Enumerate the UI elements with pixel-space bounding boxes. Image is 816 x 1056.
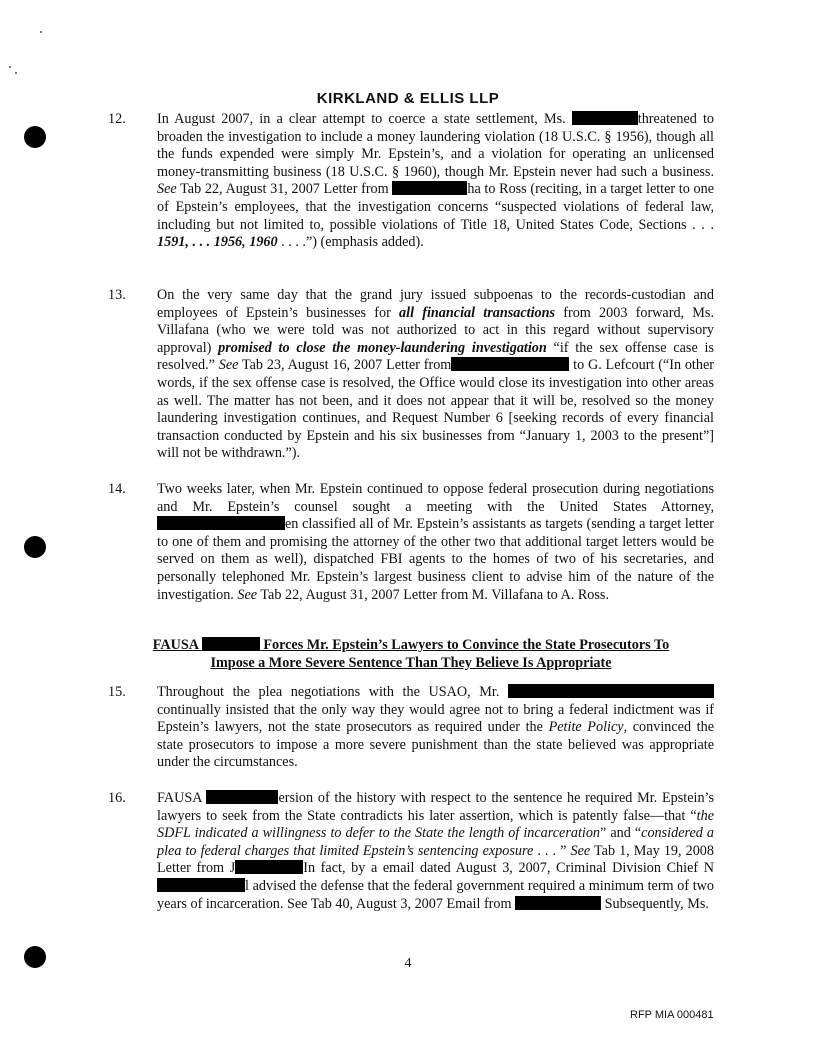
text-run: See [237, 586, 258, 603]
text-run: promised to close the money-laundering investigation [218, 339, 547, 356]
paragraph-body [157, 481, 714, 604]
text-run: all financial transactions [399, 304, 556, 321]
text-run: Petite Policy [548, 719, 624, 736]
paragraph-body [157, 287, 714, 463]
text-run: On the very same day that the grand jury issued subpoenas to the records-custodian and employees of Epstein’s businesses for [157, 287, 714, 321]
paragraph-16 [108, 790, 714, 913]
page-number: 4 [404, 956, 412, 971]
redaction-block [157, 878, 245, 892]
text-run: the SDFL indicated a willingness to defer to the State the length of incarceration [157, 807, 714, 842]
text-run: threatened to broaden the investigation to include a money laundering violation (18 U.S.C. § 1956), though all the funds expended were simply Mr. Epstein’s, and a violation for operating an unlicensed money-transmitting business (18 U.S.C. § 1960), though Mr. Epstein never had such a business. [157, 111, 714, 180]
redaction-block [157, 516, 285, 530]
text-run: Tab 22, August 31, 2007 Letter from [176, 181, 393, 198]
section-heading-line-1: FAUSA Forces Mr. Epstein’s Lawyers to Convince the State Prosecutors To [152, 637, 670, 653]
text-run: ha to Ross (reciting, in a target letter to one of Epstein’s employees, that the investigation concerns “suspected violations of federal law, including but not limited to, possible violations of Title 18, United States Code, Sections . . . [157, 181, 714, 233]
text-run: 1591, . . . 1956, 1960 [157, 234, 278, 251]
text-run: Two weeks later, when Mr. Epstein continued to oppose federal prosecution during negotiations and Mr. Epstein’s counsel sought a meeting with the United States Attorney, [157, 481, 714, 515]
text-run: considered a plea to federal charges that limited Epstein’s sentencing exposure [157, 825, 714, 859]
text-run: . . . .”) (emphasis added). [277, 234, 424, 251]
scan-speck [40, 31, 42, 33]
paragraph-number: 15. [108, 684, 126, 700]
text-run: “if the sex offense case is resolved.” [157, 339, 714, 374]
redaction-block [235, 860, 303, 874]
paragraph-number: 14. [108, 481, 126, 497]
paragraph-body [157, 790, 714, 913]
text-run: Tab 1, May 19, 2008 Letter from J [157, 842, 714, 877]
paragraph-13 [108, 287, 714, 463]
text-run: Tab 23, August 16, 2007 Letter from [238, 357, 452, 374]
text-run: continually insisted that the only way they would agree not to bring a federal indictment was if Epstein’s lawyers, not the state prosecutors as required under the [157, 701, 714, 736]
text-run: Subsequently, Ms. [601, 895, 709, 912]
scan-speck [9, 66, 11, 68]
paragraph-body [157, 684, 714, 772]
section-heading [108, 637, 714, 672]
text-run: Tab 22, August 31, 2007 Letter from M. Villafana to A. Ross. [257, 586, 609, 603]
redaction-block [572, 111, 638, 125]
text-run: See [157, 181, 177, 198]
paragraph-number: 16. [108, 790, 126, 806]
redaction-block [451, 357, 569, 371]
text-run: See [218, 357, 239, 374]
text-run: . . . ” [533, 842, 571, 859]
text-run: FAUSA [157, 790, 207, 806]
text-run: to G. Lefcourt (“In other words, if the sex offense case is resolved, the Office would close its investigation into other areas as well. The matter has not been, and it does not appear that it will be, resolved so the money laundering investigation continues, and Request Number 6 [seeking records of every financial transaction conducted by Epstein and his six businesses from “January 1, 2003 to the present”] will not be withdrawn.”). [157, 357, 714, 462]
text-run: ersion of the history with respect to the sentence he required Mr. Epstein’s lawyers to seek from the State contradicts his later assertion, which is patently false—that “ [157, 790, 714, 824]
redaction-block [508, 684, 714, 698]
paragraph-number: 13. [108, 287, 126, 303]
paragraph-15 [108, 684, 714, 772]
bates-number: RFP MIA 000481 [630, 1009, 714, 1021]
text-run: In fact, by a email dated August 3, 2007, Criminal Division Chief N [303, 860, 714, 877]
redaction-block [206, 790, 278, 804]
text-run: en classified all of Mr. Epstein’s assistants as targets (sending a target letter to one of them and promising the attorney of the other two that additional target letters would be served on them as well), dispatched FBI agents to the homes of two of his secretaries, and personally telephoned Mr. Epstein’s largest business client to advise him of the nature of the investigation. [157, 516, 714, 603]
binder-hole-icon [24, 126, 46, 148]
text-run: See [570, 842, 591, 859]
binder-hole-icon [24, 536, 46, 558]
text-run: ” and “ [600, 825, 642, 842]
paragraph-12 [108, 111, 714, 252]
paragraph-body [157, 111, 714, 252]
text-run: In August 2007, in a clear attempt to coerce a state settlement, Ms. [157, 111, 572, 127]
text-run: , convinced the state prosecutors to impose a more severe punishment than the state believed was appropriate under the circumstances. [157, 719, 715, 771]
paragraph-14 [108, 481, 714, 604]
text-run: Throughout the plea negotiations with the USAO, Mr. [157, 684, 508, 700]
section-heading-line-2: Impose a More Severe Sentence Than They Believe Is Appropriate [210, 654, 612, 671]
redaction-block [392, 181, 467, 195]
text-run: from 2003 forward, Ms. Villafana (who we were told was not authorized to act in this regard without supervisory approval) [157, 304, 714, 356]
paragraph-number: 12. [108, 111, 126, 127]
text-run: l advised the defense that the federal government required a minimum term of two years of incarceration. See Tab 40, August 3, 2007 Email from [157, 877, 714, 912]
firm-letterhead: KIRKLAND & ELLIS LLP [316, 90, 500, 107]
redaction-block [515, 896, 601, 910]
scan-speck [15, 72, 17, 74]
redaction-block [202, 637, 260, 651]
